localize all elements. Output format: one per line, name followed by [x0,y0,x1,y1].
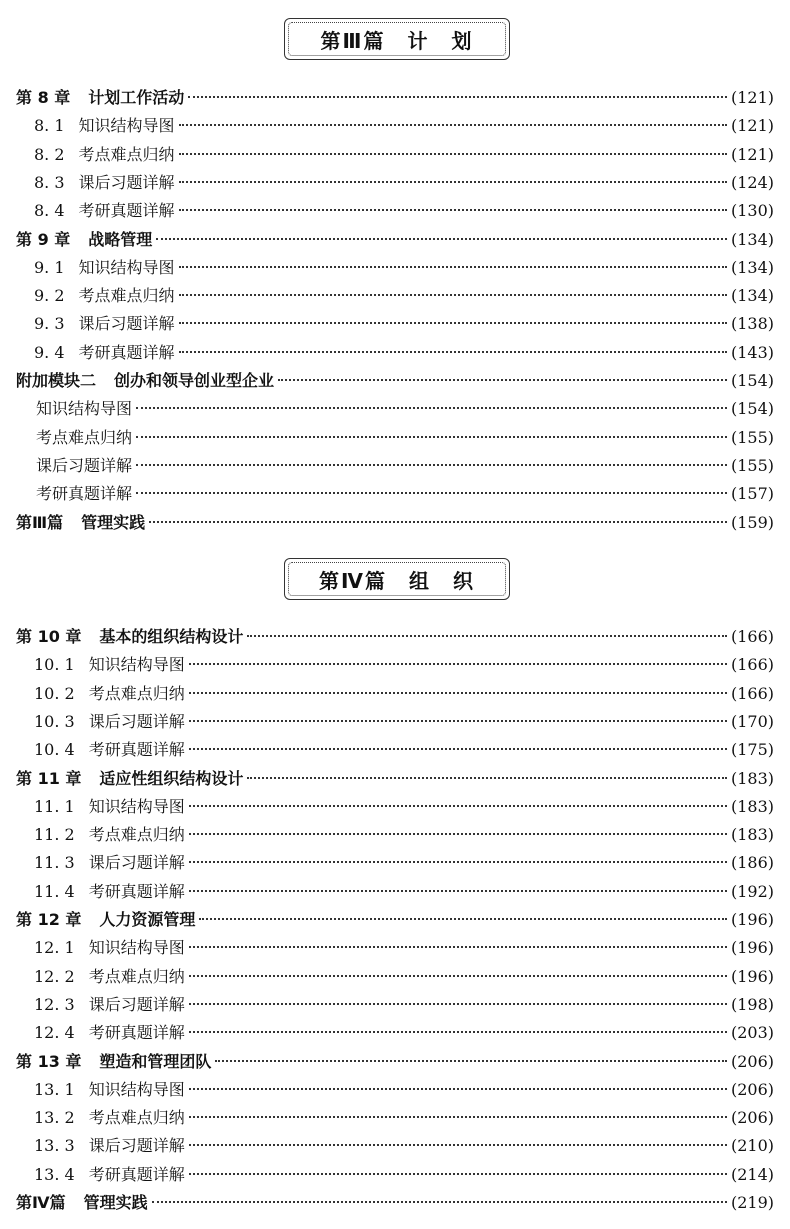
page-number: (203) [730,1023,774,1043]
dot-leader [247,635,727,637]
page-number: (192) [730,881,774,901]
dot-leader [189,1088,727,1090]
page-number: (155) [730,427,774,447]
entry-number: 第 8 章 [16,88,71,107]
dot-leader [189,720,727,722]
page-number: (130) [730,201,774,221]
page-number: (157) [730,484,774,504]
page-number: (183) [730,768,774,788]
toc-section-entry[interactable] [34,143,774,167]
entry-title: 课后习题详解 [78,314,175,334]
entry-number: 9. 3 [34,314,65,334]
entry-title: 课后习题详解 [36,455,133,475]
page-number: (138) [730,314,774,334]
page-number: (175) [730,740,774,760]
toc-chapter-entry[interactable] [16,228,774,252]
entry-title: 考研真题详解 [88,740,185,760]
dot-leader [189,833,727,835]
entry-number: 11. 3 [34,853,75,873]
entry-number: 11. 4 [34,881,75,901]
entry-number: 第 10 章 [16,627,82,646]
page-number: (196) [730,938,774,958]
entry-number: 13. 2 [34,1108,75,1128]
page-number: (196) [730,966,774,986]
toc-section-entry[interactable] [34,171,774,195]
entry-title: 课后习题详解 [88,994,185,1014]
entry-title: 计划工作活动 [88,88,185,107]
toc-section-entry[interactable] [36,454,774,478]
toc-section-entry[interactable] [36,426,774,450]
dot-leader [179,153,727,155]
page-number: (166) [730,683,774,703]
dot-leader [188,96,727,98]
entry-title: 课后习题详解 [88,1136,185,1156]
toc-section-entry[interactable] [34,823,774,847]
dot-leader [152,1201,727,1203]
entry-title: 考点难点归纳 [88,683,185,703]
entry-number: 8. 3 [34,172,65,192]
entry-title: 考点难点归纳 [88,966,185,986]
part-4-title: 第Ⅳ篇 组 织 [319,568,475,593]
dot-leader [136,464,727,466]
entry-title: 管理实践 [81,512,146,532]
dot-leader [179,294,727,296]
dot-leader [189,1144,727,1146]
entry-number: 11. 2 [34,825,75,845]
toc-section-entry[interactable] [34,795,774,819]
dot-leader [179,209,727,211]
entry-title: 创办和领导创业型企业 [114,371,275,390]
toc-chapter-entry[interactable] [16,1050,774,1074]
dot-leader [136,492,727,494]
page-number: (214) [730,1164,774,1184]
entry-number: 12. 4 [34,1023,75,1043]
toc-section-entry[interactable] [34,653,774,677]
entry-title: 知识结构导图 [78,116,175,136]
entry-title: 基本的组织结构设计 [99,627,244,646]
entry-number: 8. 1 [34,116,65,136]
entry-title: 考点难点归纳 [36,427,133,447]
page-number: (183) [730,825,774,845]
entry-title: 课后习题详解 [78,172,175,192]
toc-chapter-entry[interactable] [16,369,774,393]
toc-section-entry[interactable] [34,851,774,875]
dot-leader [179,322,727,324]
entry-number: 第Ⅳ篇 [16,1193,66,1212]
page-number: (166) [730,655,774,675]
toc-section-entry[interactable] [34,965,774,989]
toc-section-entry[interactable] [34,880,774,904]
entry-title: 知识结构导图 [88,1079,185,1099]
page-number: (186) [730,853,774,873]
dot-leader [136,436,727,438]
toc-section-entry[interactable] [34,1021,774,1045]
entry-title: 考点难点归纳 [88,1108,185,1128]
page-number: (121) [730,88,774,107]
entry-number: 13. 3 [34,1136,75,1156]
entry-title: 课后习题详解 [88,711,185,731]
page-number: (134) [730,229,774,249]
dot-leader [179,266,727,268]
dot-leader [189,692,727,694]
toc-section-entry[interactable] [34,1134,774,1158]
page-number: (121) [730,144,774,164]
entry-title: 人力资源管理 [99,910,196,929]
entry-title: 知识结构导图 [78,257,175,277]
toc-chapter-entry[interactable] [16,625,774,649]
toc-section-entry[interactable] [34,312,774,336]
page-number: (206) [730,1108,774,1128]
toc-section-entry[interactable] [34,1078,774,1102]
entry-number: 10. 1 [34,655,75,675]
entry-title: 考点难点归纳 [78,144,175,164]
entry-number: 附加模块二 [16,371,97,390]
dot-leader [136,407,727,409]
page-number: (154) [730,371,774,390]
dot-leader [179,124,727,126]
dot-leader [189,890,727,892]
toc-chapter-entry[interactable] [16,1191,774,1215]
entry-number: 10. 3 [34,711,75,731]
dot-leader [247,777,727,779]
page-number: (206) [730,1051,774,1071]
page-number: (134) [730,257,774,277]
toc-section-entry[interactable] [36,397,774,421]
dot-leader [189,748,727,750]
entry-title: 考研真题详解 [88,881,185,901]
entry-number: 9. 2 [34,286,65,306]
toc-section-entry[interactable] [34,1106,774,1130]
entry-title: 考点难点归纳 [88,825,185,845]
toc-section-entry[interactable] [34,993,774,1017]
page-number: (154) [730,399,774,419]
page-number: (170) [730,711,774,731]
dot-leader [179,181,727,183]
entry-number: 12. 1 [34,938,75,958]
entry-title: 管理实践 [83,1193,148,1212]
page-number: (196) [730,910,774,929]
entry-title: 考研真题详解 [88,1164,185,1184]
entry-title: 考研真题详解 [88,1023,185,1043]
entry-title: 知识结构导图 [88,655,185,675]
entry-title: 知识结构导图 [88,796,185,816]
toc-section-entry[interactable] [34,256,774,280]
entry-title: 适应性组织结构设计 [99,768,244,788]
entry-number: 10. 4 [34,740,75,760]
toc-chapter-entry[interactable] [16,511,774,535]
entry-number: 10. 2 [34,683,75,703]
page-number: (166) [730,627,774,646]
entry-title: 考研真题详解 [78,201,175,221]
entry-number: 13. 4 [34,1164,75,1184]
dot-leader [189,861,727,863]
page-number: (183) [730,796,774,816]
page-number: (155) [730,455,774,475]
entry-title: 知识结构导图 [36,399,133,419]
toc-section-entry[interactable] [36,482,774,506]
entry-title: 战略管理 [88,229,153,249]
part-3-banner [284,18,510,60]
page-number: (219) [730,1193,774,1212]
dot-leader [278,379,727,381]
dot-leader [189,1003,727,1005]
entry-number: 8. 2 [34,144,65,164]
dot-leader [149,521,727,523]
page-number: (210) [730,1136,774,1156]
toc-chapter-entry[interactable] [16,767,774,791]
toc-section-entry[interactable] [34,199,774,223]
entry-number: 第Ⅲ篇 [16,512,64,532]
toc-section-entry[interactable] [34,738,774,762]
toc-section-entry[interactable] [34,114,774,138]
dot-leader [199,918,727,920]
toc-section-entry[interactable] [34,284,774,308]
dot-leader [215,1060,727,1062]
dot-leader [156,238,727,240]
entry-number: 第 11 章 [16,768,82,788]
entry-number: 12. 2 [34,966,75,986]
page-number: (121) [730,116,774,136]
entry-number: 第 13 章 [16,1051,82,1071]
dot-leader [189,1173,727,1175]
part-4-banner [284,558,510,600]
dot-leader [189,975,727,977]
toc-section-entry[interactable] [34,682,774,706]
dot-leader [189,805,727,807]
toc-section-entry[interactable] [34,1163,774,1187]
page-number: (206) [730,1079,774,1099]
dot-leader [189,946,727,948]
page-number: (159) [730,512,774,532]
toc-chapter-entry[interactable] [16,908,774,932]
toc-chapter-entry[interactable] [16,86,774,110]
entry-number: 第 9 章 [16,229,71,249]
entry-number: 9. 4 [34,342,65,362]
dot-leader [189,1116,727,1118]
page-number: (134) [730,286,774,306]
toc-section-entry[interactable] [34,710,774,734]
entry-number: 11. 1 [34,796,75,816]
toc-section-entry[interactable] [34,936,774,960]
part-3-title: 第Ⅲ篇 计 划 [320,28,474,53]
entry-number: 8. 4 [34,201,65,221]
page-number: (124) [730,172,774,192]
dot-leader [189,1031,727,1033]
entry-title: 知识结构导图 [88,938,185,958]
page-number: (198) [730,994,774,1014]
entry-number: 12. 3 [34,994,75,1014]
entry-title: 课后习题详解 [88,853,185,873]
entry-title: 考研真题详解 [36,484,133,504]
page-number: (143) [730,342,774,362]
dot-leader [179,351,727,353]
toc-section-entry[interactable] [34,341,774,365]
entry-title: 考点难点归纳 [78,286,175,306]
dot-leader [189,663,727,665]
entry-title: 考研真题详解 [78,342,175,362]
entry-number: 9. 1 [34,257,65,277]
entry-number: 第 12 章 [16,910,82,929]
entry-title: 塑造和管理团队 [99,1051,212,1071]
entry-number: 13. 1 [34,1079,75,1099]
